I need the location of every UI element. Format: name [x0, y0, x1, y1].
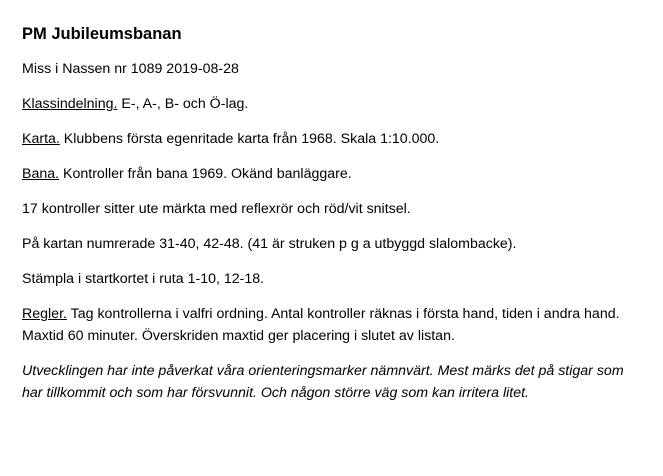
- map-text: Klubbens första egenritade karta från 1968. Skala 1:10.000.: [59, 131, 440, 147]
- classes-label: Klassindelning.: [22, 96, 118, 112]
- rules-text: Tag kontrollerna i valfri ordning. Antal kontroller räknas i första hand, tiden i andra hand. Maxtid 60 minuter. Överskriden maxtid ger placering i slutet av listan.: [22, 306, 620, 344]
- map-label: Karta.: [22, 131, 60, 147]
- map-paragraph: [22, 128, 647, 150]
- classes-paragraph: [22, 93, 647, 115]
- note-paragraph: Utvecklingen har inte påverkat våra orienteringsmarker nämnvärt. Mest märks det på stigar som har tillkommit och som har försvunnit. Och någon större väg som kan irritera litet.: [22, 363, 624, 401]
- rules-paragraph: [22, 303, 647, 347]
- course-paragraph: [22, 163, 647, 185]
- course-label: Bana.: [22, 166, 60, 182]
- controls-marking-paragraph: 17 kontroller sitter ute märkta med reflexrör och röd/vit snitsel.: [22, 201, 411, 217]
- punching-paragraph: Stämpla i startkortet i ruta 1-10, 12-18.: [22, 271, 265, 287]
- document-body: [22, 24, 647, 417]
- controls-numbering-paragraph: På kartan numrerade 31-40, 42-48. (41 är struken p g a utbyggd slalombacke).: [22, 236, 517, 252]
- course-text: Kontroller från bana 1969. Okänd banläggare.: [59, 166, 352, 182]
- document-title: PM Jubileumsbanan: [22, 25, 182, 43]
- event-line: Miss i Nassen nr 1089 2019-08-28: [22, 61, 239, 77]
- rules-label: Regler.: [22, 306, 67, 322]
- classes-text: E-, A-, B- och Ö-lag.: [117, 96, 249, 112]
